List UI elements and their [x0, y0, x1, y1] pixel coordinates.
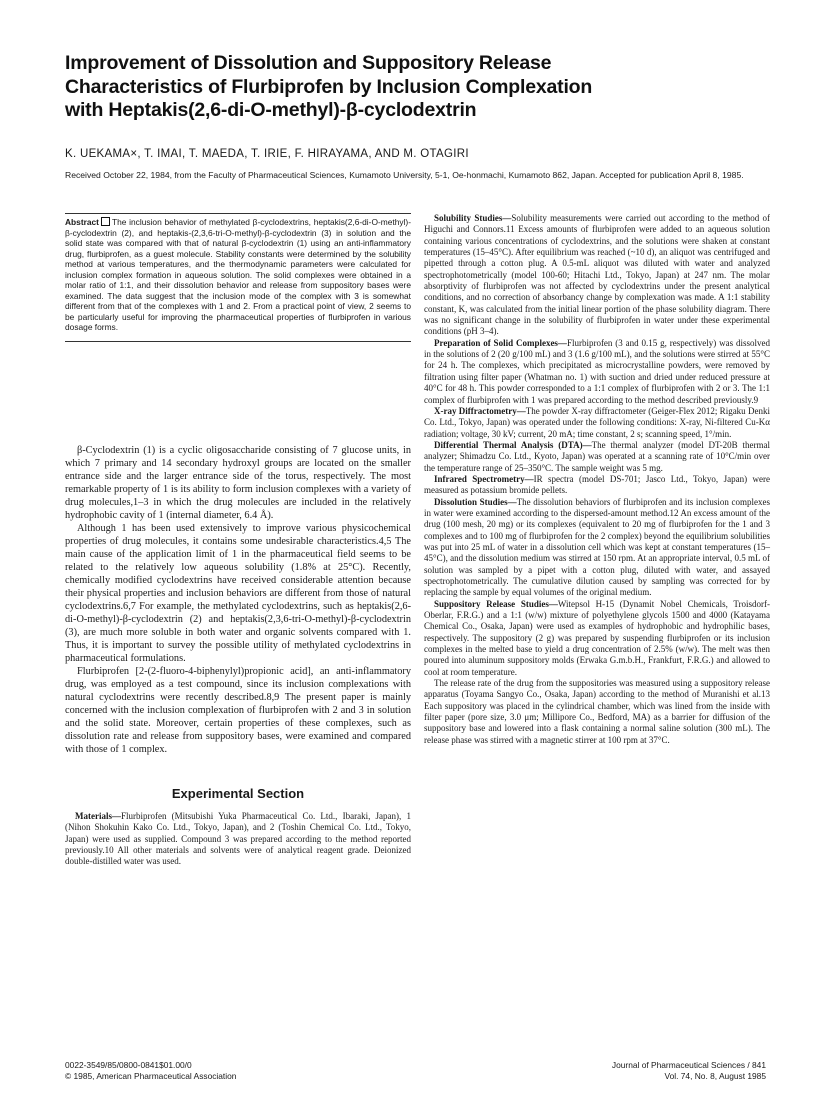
intro-paragraph: Flurbiprofen [2-(2-fluoro-4-biphenylyl)propionic acid], an anti-inflammatory drug, was employed as a test compound, since its inclusion complexations with natural cyclodextrins were recently described.8,9 The present paper is mainly concerned with the inclusion complexation of flurbiprofen with 2 and 3 in solution and the solid state. Moreover, certain properties of these complexes, such as dissolution rate and release from suppository bases, were examined and compared with those of 1 complex. — [65, 665, 411, 755]
methods-paragraph — [424, 406, 770, 440]
title-line: Characteristics of Flurbiprofen by Inclusion Complexation — [65, 75, 593, 98]
methods-paragraph — [424, 213, 770, 338]
paragraph-text: Witepsol H-15 (Dynamit Nobel Chemicals, Troisdorf-Oberlar, F.R.G.) and a 1:1 (w/w) mixture of polyethylene glycols 1500 and 4000 (Katayama Chemical Co., Osaka, Japan) were used as examples of hydrophobic and hydrophilic bases, respectively. The suppository (2 g) was prepared by suspending flurbiprofen or its inclusion complexes in the melted base to yield a drug concentration of 2.5% (w/w). The melt was then poured into aluminum suppository molds (Erwaka G.m.b.H., Frankfurt, F.R.G.) and allowed to cool at room temperature. — [424, 598, 771, 677]
paragraph-text: The powder X-ray diffractometer (Geiger-Flex 2012; Rigaku Denki Co. Ltd., Tokyo, Japan) was operated under the following conditions: X-ray, Ni-filtered Cu-Kα radiation; voltage, 30 kV; current, 20 mA; time constant, 2 s; scanning speed, 1°/min. — [424, 405, 770, 439]
title-line: Improvement of Dissolution and Suppository Release — [65, 52, 552, 74]
abstract-rule-bottom — [65, 341, 411, 342]
methods-paragraph — [424, 678, 770, 746]
run-in-head: Solubility Studies— — [434, 213, 512, 223]
introduction — [65, 444, 411, 756]
intro-paragraph: Although 1 has been used extensively to improve various physicochemical properties of drug molecules, it contains some undesirable characteristics.4,5 The main cause of the application limit of 1 in the pharmaceutical field seems to be related to the relatively low aqueous solubility (1.8% at 25°C). Recently, chemically modified cyclodextrins have received considerable attention because their physical properties and inclusion behaviors are different from those of natural cyclodextrins.6,7 For example, the methylated cyclodextrins, such as heptakis(2,6-di-O-methyl)-β-cyclodextrin (2) and heptakis(2,3,6-tri-O-methyl)-β-cyclodextrin (3), are much more soluble in both water and organic solvents compared with 1. Thus, it is important to survey the possible utility of methylated cyclodextrins in pharmaceutical formulations. — [65, 522, 411, 664]
paragraph-text: The thermal analyzer (model DT-20B thermal analyzer; Shimadzu Co. Ltd., Kyoto, Japan) was operated at a scanning rate of 10°C/min over the temperature range of 25–350°C. The sample weight was 5 mg. — [424, 439, 770, 473]
run-in-head: Dissolution Studies— — [434, 496, 517, 507]
right-column — [424, 213, 770, 746]
intro-paragraph: β-Cyclodextrin (1) is a cyclic oligosaccharide consisting of 7 glucose units, in which 7 primary and 14 secondary hydroxyl groups are located on the smaller entrance side and the larger entrance side of the torus, respectively. The most remarkable property of 1 is its ability to form inclusion complexes with a variety of drug molecules,1–3 in which the drug molecules are included in the relatively hydrophobic cavity of 1 (internal diameter, 6.4 Å). — [65, 444, 411, 521]
run-in-head: Infrared Spectrometry— — [434, 473, 534, 484]
paragraph-text: Solubility measurements were carried out according to the method of Higuchi and Connors.11 Excess amounts of flurbiprofen were added to an aqueous solution containing various concentrations of cyclodextrins, and the solutions were shaken at constant temperatures (15–45°C). After equilibrium was reached (~10 d), an aliquot was centrifuged and pipetted through a cotton plug. A 0.5-mL aliquot was diluted with water and analyzed spectrophotometrically (model 100-60; Hitachi Ltd., Tokyo, Japan) at 247 nm. The molar absorptivity of flurbiprofen was not affected by cyclodextrins under the present analytical conditions, and no correction of absorbancy change by complexation was made. A 1:1 stability constant, K, was calculated from the initial linear portion of the phase solubility diagram. There was no significant change in the solubility of flurbiprofen in water under these experimental conditions (pH 3–4). — [424, 213, 770, 337]
abstract-label: Abstract — [65, 217, 99, 227]
received-note: Received October 22, 1984, from the Faculty of Pharmaceutical Sciences, Kumamoto University, 5-1, Oe-honmachi, Kumamoto 862, Japan. Accepted for publication April 8, 1985. — [65, 170, 744, 180]
paragraph-text: The dissolution behaviors of flurbiprofen and its inclusion complexes in water were examined according to the dispersed-amount method.12 An excess amount of the drug (100 mesh, 20 mg) or its complexes (equivalent to 20 mg of flurbiprofen for the 1 and 3 complexes and to 100 mg of flurbiprofen for the 2 complex) beyond the equilibrium solubilities was put into 25 mL of water in a dissolution cell which was kept at constant temperatures (15–45°C), and the dissolution medium was stirred at 150 rpm. At an appropriate interval, 0.5 mL of solution was sampled by a pipet with a cotton plug, diluted with water, and assayed spectrophotometrically. The cumulative dilution caused by sampling was corrected for by replacing the sample by equal volumes of the original medium. — [424, 496, 770, 598]
abstract-box-icon — [101, 217, 110, 226]
run-in-head: X-ray Diffractometry— — [434, 405, 526, 416]
abstract-text: The inclusion behavior of methylated β-cyclodextrins, heptakis(2,6-di-O-methyl)-β-cyclodextrin (2), and heptakis-(2,3,6-tri-O-methyl)-β-cyclodextrin (3) in solution and the solid state was compared with that of natural β-cyclodextrin (1) using an anti-inflammatory drug, flurbiprofen, as a guest molecule. Stability constants were determined by the solubility method at various temperatures, and the thermodynamic parameters were calculated for inclusion complex formation in aqueous solution. The solid complexes were obtained in a molar ratio of 1:1, and their dissolution behavior and release from suppository bases were examined. The data suggest that the inclusion mode of the complex with 3 is somewhat different from that of the complexes with 1 and 2. From a practical point of view, 2 seems to be particularly useful for improving the pharmaceutical properties of flurbiprofen in various dosage forms. — [65, 217, 411, 332]
footer-line: Journal of Pharmaceutical Sciences / 841 — [611, 1060, 766, 1070]
footer-line: 0022-3549/85/0800-0841$01.00/0 — [65, 1060, 192, 1070]
left-column — [65, 213, 411, 868]
author-list: K. UEKAMA×, T. IMAI, T. MAEDA, T. IRIE, F. HIRAYAMA, AND M. OTAGIRI — [65, 148, 469, 160]
article-title — [65, 52, 765, 123]
paragraph-text: The release rate of the drug from the suppositories was measured using a suppository release apparatus (Toyama Sangyo Co., Osaka, Japan) according to the method of Muranishi et al.13 Each suppository was placed in the cylindrical chamber, which was lined from the inside with filter paper (pore size, 3.0 μm; Millipore Co., Bedford, MA) as a barrier for diffusion of the suppository base and lowered into a flask containing a normal saline solution (300 mL). The release phase was stirred with a magnetic stirrer at 100 rpm at 37°C. — [424, 678, 770, 745]
paragraph-text: IR spectra (model DS-701; Jasco Ltd., Tokyo, Japan) were measured as potassium bromide pellets. — [424, 473, 770, 496]
paragraph-text: Flurbiprofen (3 and 0.15 g, respectively) was dissolved in the solutions of 2 (20 g/100 mL) and 3 (1.6 g/100 mL), and the solutions were stirred at 55°C for 24 h. The complexes, which precipitated as microcrystalline powders, were removed by filtration using filter paper (Whatman no. 1) with suction and dried under reduced pressure at 40°C for 48 h. This powder corresponded to a 1:1 complex of flurbiprofen with 2 or 3. The 1:1 complex of flurbiprofen with 1 was prepared according to the method described previously.9 — [424, 337, 770, 405]
run-in-head: Differential Thermal Analysis (DTA)— — [434, 439, 592, 450]
methods-paragraph — [424, 599, 770, 678]
methods-paragraph — [424, 338, 770, 406]
footer-line: Vol. 74, No. 8, August 1985 — [664, 1071, 766, 1081]
run-in-head: Preparation of Solid Complexes— — [434, 337, 567, 348]
footer-line: © 1985, American Pharmaceutical Association — [65, 1071, 237, 1081]
methods-paragraph — [424, 497, 770, 599]
methods-paragraph — [424, 474, 770, 497]
materials-paragraph — [65, 811, 411, 868]
footer-journal — [612, 1060, 766, 1082]
footer-copyright — [65, 1060, 236, 1082]
abstract — [65, 214, 411, 341]
section-heading: Experimental Section — [171, 785, 305, 801]
title-line: with Heptakis(2,6-di-O-methyl)-β-cyclodextrin — [65, 99, 477, 121]
run-in-head: Suppository Release Studies— — [434, 598, 558, 609]
run-in-head: Materials— — [75, 810, 121, 821]
paragraph-text: Flurbiprofen (Mitsubishi Yuka Pharmaceutical Co. Ltd., Ibaraki, Japan), 1 (Nihon Shokuhin Kako Co. Ltd., Tokyo, Japan), and 2 (Toshin Chemical Co. Ltd., Tokyo, Japan) were used as supplied. Compound 3 was prepared according to the method reported previously.10 All other materials and solvents were of analytical reagent grade. Deionized double-distilled water was used. — [65, 810, 411, 867]
methods-paragraph — [424, 440, 770, 474]
